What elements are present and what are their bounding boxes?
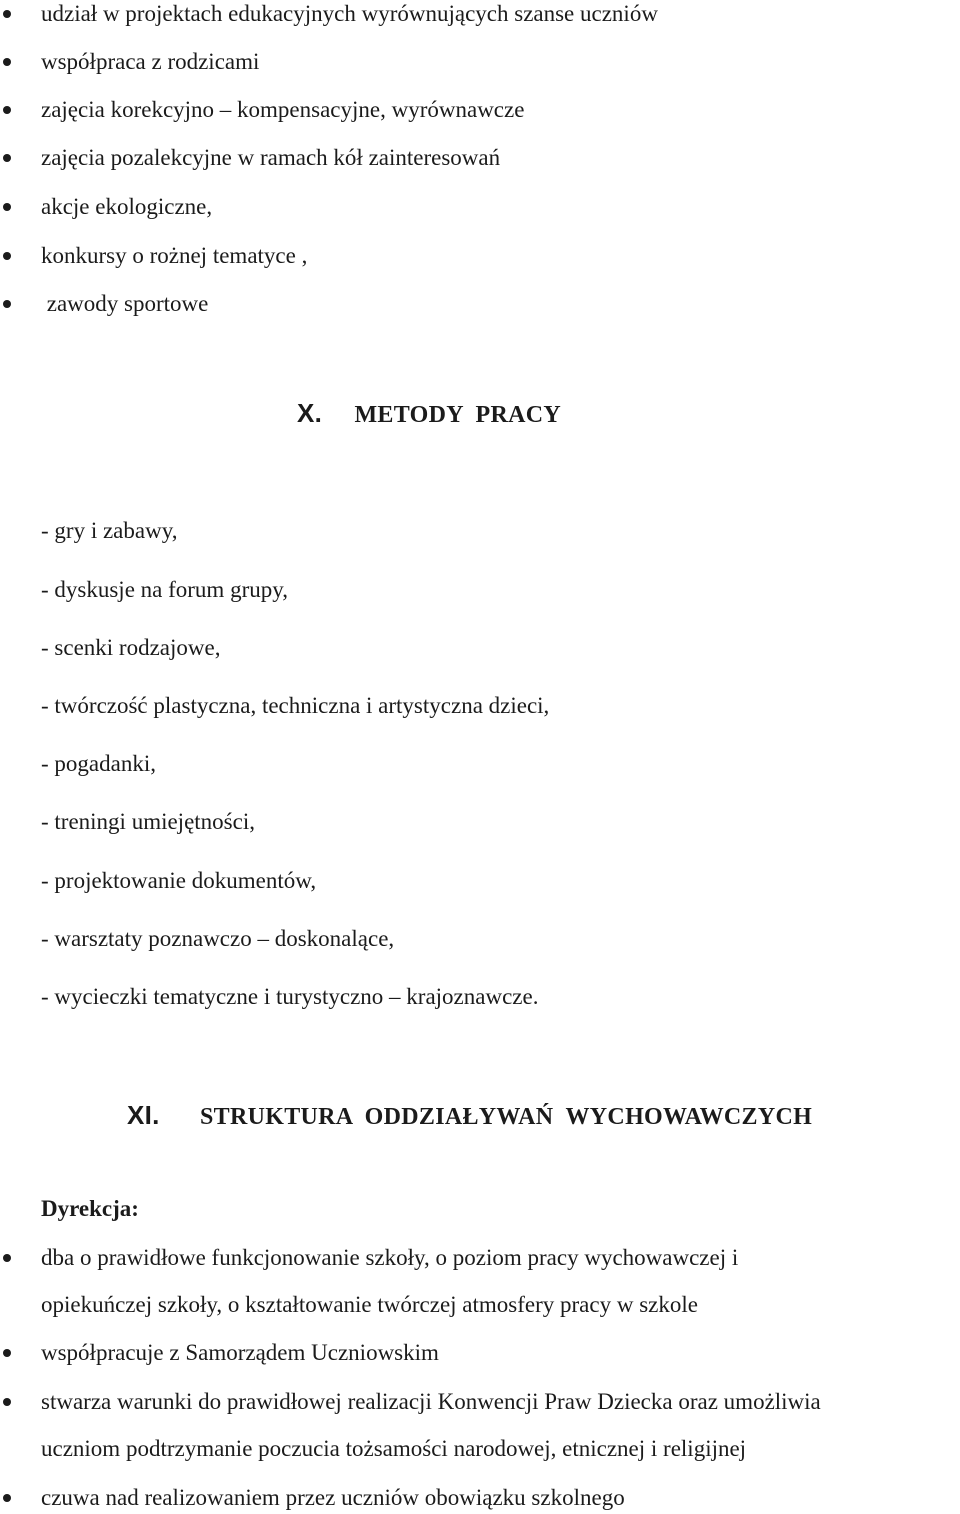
bullet-icon <box>3 10 11 18</box>
list-item: czuwa nad realizowaniem przez uczniów obowiązku szkolnego <box>41 1485 625 1510</box>
list-item: - warsztaty poznawczo – doskonalące, <box>41 926 395 951</box>
list-item: - projektowanie dokumentów, <box>41 868 317 893</box>
list-item: zajęcia pozalekcyjne w ramach kół zainteresowań <box>41 145 501 170</box>
list-item: współpraca z rodzicami <box>41 49 260 74</box>
bullet-icon <box>3 252 11 260</box>
list-item: - pogadanki, <box>41 751 156 776</box>
list-item: - treningi umiejętności, <box>41 809 255 834</box>
section-number: X. <box>297 398 323 428</box>
list-item: współpracuje z Samorządem Uczniowskim <box>41 1340 439 1365</box>
bullet-icon <box>3 106 11 114</box>
list-item-continuation: uczniom podtrzymanie poczucia tożsamości narodowej, etnicznej i religijnej <box>41 1436 747 1461</box>
list-item: - gry i zabawy, <box>41 518 178 543</box>
bullet-icon <box>3 1254 11 1262</box>
section-heading-xi <box>127 1100 812 1132</box>
bullet-icon <box>3 1398 11 1406</box>
list-item: akcje ekologiczne, <box>41 194 213 219</box>
bullet-icon <box>3 1494 11 1502</box>
bullet-icon <box>3 154 11 162</box>
section-number: XI. <box>127 1100 160 1130</box>
list-item: - dyskusje na forum grupy, <box>41 577 288 602</box>
list-item-continuation: opiekuńczej szkoły, o kształtowanie twórczej atmosfery pracy w szkole <box>41 1292 698 1317</box>
section-title: STRUKTURA ODDZIAŁYWAŃ WYCHOWAWCZYCH <box>200 1104 813 1130</box>
list-item: stwarza warunki do prawidłowej realizacji Konwencji Praw Dziecka oraz umożliwia <box>41 1389 821 1414</box>
list-item: - scenki rodzajowe, <box>41 635 221 660</box>
list-item: zawody sportowe <box>41 291 209 316</box>
bullet-icon <box>3 300 11 308</box>
list-item: dba o prawidłowe funkcjonowanie szkoły, o poziom pracy wychowawczej i <box>41 1245 739 1270</box>
list-item: udział w projektach edukacyjnych wyrównujących szanse uczniów <box>41 1 658 26</box>
list-item: zajęcia korekcyjno – kompensacyjne, wyrównawcze <box>41 97 525 122</box>
bullet-icon <box>3 203 11 211</box>
list-item: konkursy o rożnej tematyce , <box>41 243 308 268</box>
list-item: - twórczość plastyczna, techniczna i artystyczna dzieci, <box>41 693 550 718</box>
bullet-icon <box>3 1349 11 1357</box>
section-title: METODY PRACY <box>354 402 562 428</box>
list-item: - wycieczki tematyczne i turystyczno – krajoznawcze. <box>41 984 539 1009</box>
bullet-icon <box>3 58 11 66</box>
section-heading-x <box>297 398 561 430</box>
subheading-dyrekcja: Dyrekcja: <box>41 1196 139 1221</box>
